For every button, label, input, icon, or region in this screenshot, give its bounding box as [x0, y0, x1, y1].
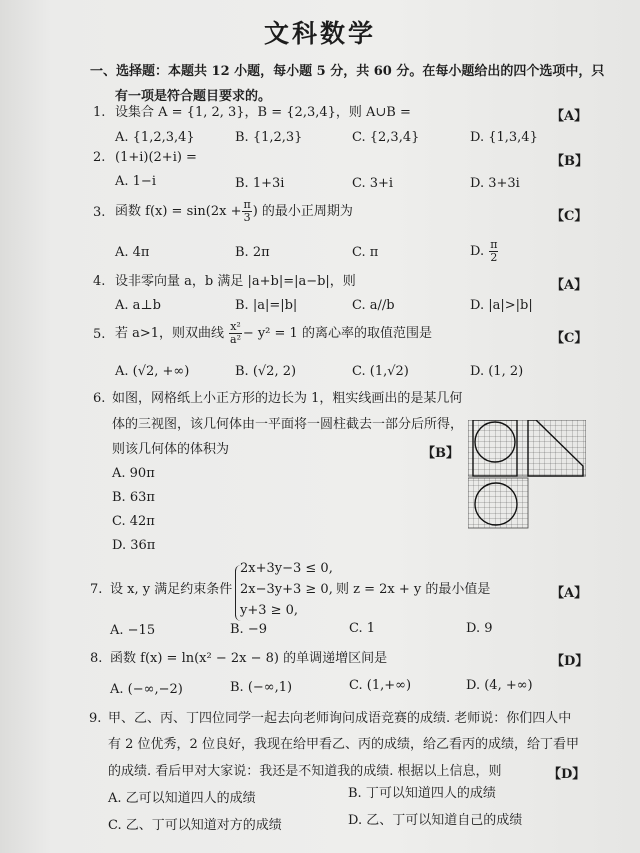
- q6-option-b: B. 63π: [112, 490, 155, 505]
- q5-option-c: C. (1,√2): [352, 364, 409, 379]
- q5-fraction: [229, 321, 242, 346]
- q5-stem: [115, 319, 432, 349]
- q4-stem: 设非零向量 a，b 满足 |a+b|=|a−b|，则: [115, 274, 356, 289]
- q3-fraction: [242, 199, 251, 224]
- q1-option-c: C. {2,3,4}: [352, 130, 420, 145]
- q7-constraint-1: 2x+3y−3 ≤ 0,: [240, 561, 333, 576]
- q3-optd-den: 2: [490, 251, 498, 264]
- q1-answer: 【A】: [551, 109, 588, 124]
- q5-stem-post: − y² = 1 的离心率的取值范围是: [242, 326, 432, 341]
- q5-number: 5.: [93, 327, 106, 342]
- q4-option-a: A. a⊥b: [115, 298, 161, 313]
- q8-stem: 函数 f(x) = ln(x² − 2x − 8) 的单调递增区间是: [110, 651, 388, 666]
- q2-option-b: B. 1+3i: [235, 176, 285, 191]
- q2-option-a: A. 1−i: [115, 174, 156, 189]
- q7-option-c: C. 1: [349, 621, 376, 636]
- q5-option-a: A. (√2, +∞): [115, 364, 190, 379]
- q2-option-d: D. 3+3i: [470, 176, 520, 191]
- q8-option-b: B. (−∞,1): [230, 680, 293, 695]
- q7-stem-post: 则 z = 2x + y 的最小值是: [336, 582, 491, 597]
- q6-line1: 如图，网格纸上小正方形的边长为 1，粗实线画出的是某几何: [112, 391, 463, 406]
- q8-answer: 【D】: [551, 654, 589, 669]
- q9-line3: 的成绩. 看后甲对大家说：我还是不知道我的成绩. 根据以上信息，则: [108, 764, 502, 779]
- q1-stem: 设集合 A = {1, 2, 3}，B = {2,3,4}，则 A∪B =: [115, 105, 411, 120]
- q6-option-d: D. 36π: [112, 538, 156, 553]
- q1-option-b: B. {1,2,3}: [235, 130, 303, 145]
- q3-option-c: C. π: [352, 245, 379, 260]
- q5-frac-den: a²: [230, 333, 241, 346]
- q7-number: 7.: [90, 582, 103, 597]
- q4-number: 4.: [93, 274, 106, 289]
- q3-stem-pre: 函数 f(x) = sin(2x +: [115, 204, 242, 219]
- q7-answer: 【A】: [551, 586, 588, 601]
- q5-option-d: D. (1, 2): [470, 364, 524, 379]
- q7-constraint-2: 2x−3y+3 ≥ 0,: [240, 582, 333, 597]
- q3-number: 3.: [93, 205, 106, 220]
- q1-option-d: D. {1,3,4}: [470, 130, 538, 145]
- q6-line2: 体的三视图，该几何体由一平面将一圆柱截去一部分后所得，: [112, 417, 464, 432]
- q6-line3: 则该几何体的体积为: [112, 442, 230, 457]
- exam-title: 文科数学: [263, 19, 376, 48]
- q7-stem-pre: 设 x, y 满足约束条件: [110, 582, 233, 597]
- section-heading-line1: 一、选择题：本题共 12 小题，每小题 5 分，共 60 分。在每小题给出的四个选项中，只: [90, 64, 605, 79]
- q5-answer: 【C】: [551, 331, 588, 346]
- q5-option-b: B. (√2, 2): [235, 364, 297, 379]
- q6-option-a: A. 90π: [112, 466, 155, 481]
- q3-option-b: B. 2π: [235, 245, 270, 260]
- q6-number: 6.: [93, 391, 106, 406]
- q4-option-c: C. a//b: [352, 298, 395, 313]
- q7-option-d: D. 9: [466, 621, 493, 636]
- q8-option-d: D. (4, +∞): [466, 678, 533, 693]
- section-heading-line2: 有一项是符合题目要求的。: [115, 89, 272, 104]
- q9-option-d: D. 乙、丁可以知道自己的成绩: [348, 813, 523, 828]
- q3-stem-post: ) 的最小正周期为: [252, 204, 353, 219]
- q7-option-b: B. −9: [230, 622, 267, 637]
- q6-option-c: C. 42π: [112, 514, 155, 529]
- q3-frac-den: 3: [243, 211, 251, 224]
- q3-option-d: [470, 237, 499, 267]
- q9-option-b: B. 丁可以知道四人的成绩: [348, 786, 496, 801]
- q2-number: 2.: [93, 150, 106, 165]
- q5-stem-pre: 若 a>1，则双曲线: [115, 326, 225, 341]
- q5-frac-num: x²: [230, 320, 241, 333]
- q3-frac-num: π: [243, 198, 251, 211]
- q9-number: 9.: [89, 711, 102, 726]
- q4-option-b: B. |a|=|b|: [235, 298, 298, 313]
- q1-option-a: A. {1,2,3,4}: [115, 130, 195, 145]
- q7-option-a: A. −15: [110, 623, 156, 638]
- q2-stem: (1+i)(2+i) =: [115, 150, 197, 165]
- three-view-figure: [468, 420, 586, 530]
- q9-answer: 【D】: [548, 767, 586, 782]
- q3-option-a: A. 4π: [115, 245, 150, 260]
- q7-constraint-3: y+3 ≥ 0,: [240, 603, 299, 618]
- q9-line2: 有 2 位优秀，2 位良好，我现在给甲看乙、丙的成绩，给乙看丙的成绩，给丁看甲: [108, 737, 579, 752]
- q9-option-c: C. 乙、丁可以知道对方的成绩: [108, 818, 282, 833]
- q3-stem: [115, 197, 353, 227]
- q1-number: 1.: [93, 105, 106, 120]
- q9-line1: 甲、乙、丙、丁四位同学一起去向老师询问成语竞赛的成绩. 老师说：你们四人中: [108, 711, 572, 726]
- q4-answer: 【A】: [551, 278, 588, 293]
- q3-option-d-fraction: [489, 239, 498, 264]
- q3-answer: 【C】: [551, 209, 588, 224]
- q8-option-c: C. (1,+∞): [349, 678, 412, 693]
- q2-answer: 【B】: [551, 154, 588, 169]
- q8-number: 8.: [90, 651, 103, 666]
- q6-answer: 【B】: [422, 446, 459, 461]
- q4-option-d: D. |a|>|b|: [470, 298, 533, 313]
- q3-optd-num: π: [490, 238, 498, 251]
- q2-option-c: C. 3+i: [352, 176, 394, 191]
- q8-option-a: A. (−∞,−2): [110, 682, 183, 697]
- q9-option-a: A. 乙可以知道四人的成绩: [108, 791, 256, 806]
- q3-option-d-label: D.: [470, 244, 485, 259]
